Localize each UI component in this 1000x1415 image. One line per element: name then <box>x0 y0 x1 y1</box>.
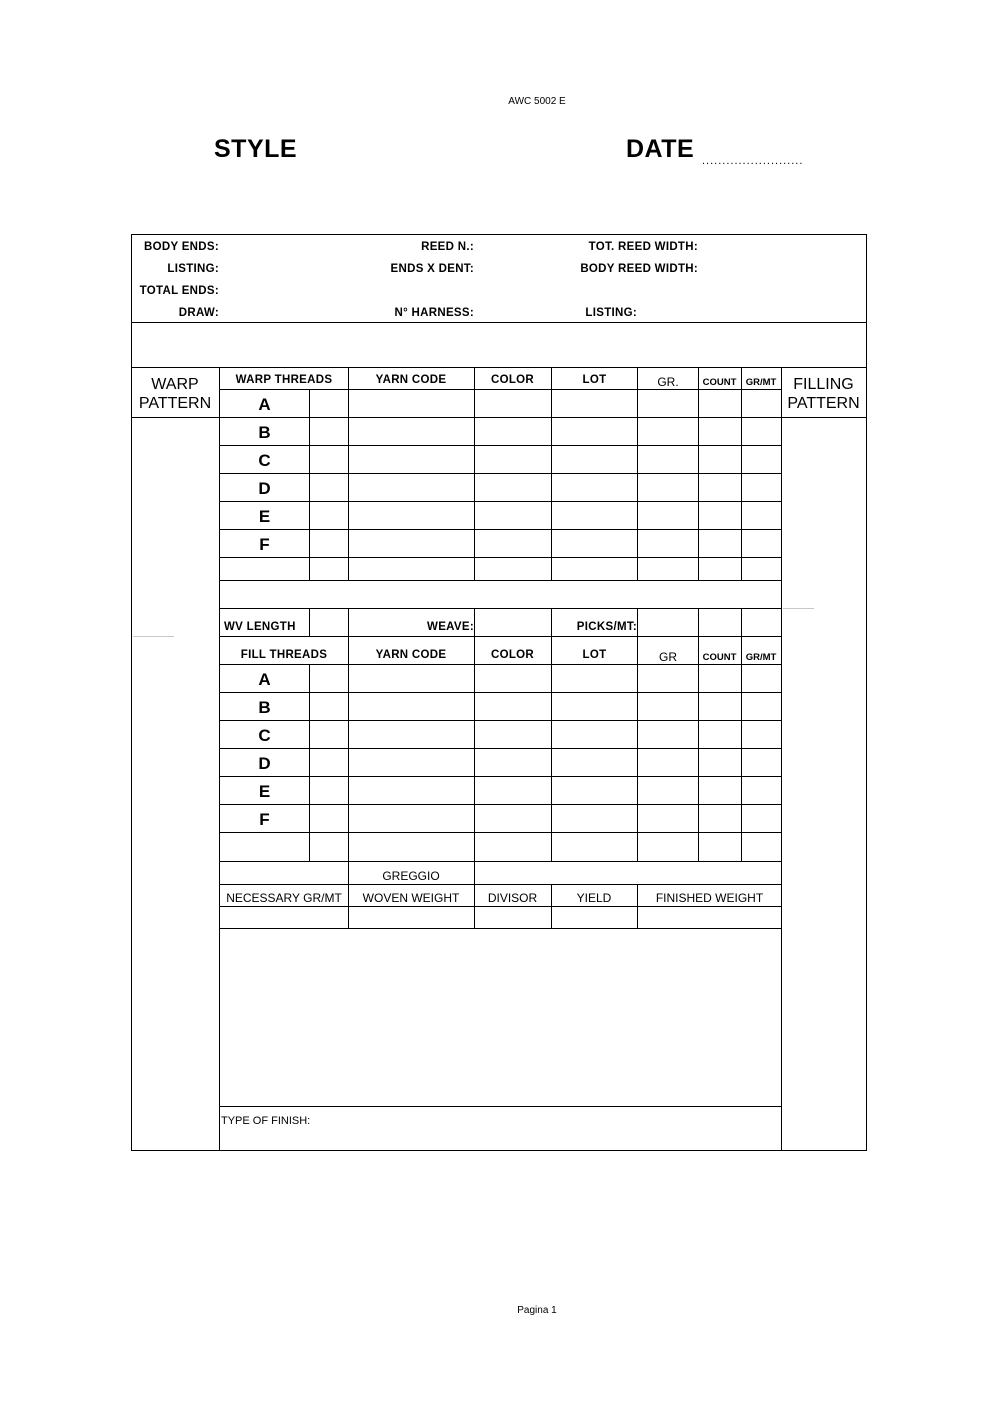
warp-color-header: COLOR <box>490 374 535 386</box>
divider <box>781 417 866 418</box>
total-ends-label: TOTAL ENDS: <box>139 285 219 297</box>
warp-row-e: E <box>258 507 271 526</box>
listing-label: LISTING: <box>167 263 219 275</box>
divider <box>131 322 866 323</box>
grid-line <box>309 389 310 580</box>
style-title: STYLE <box>214 135 298 163</box>
grid-line <box>637 608 638 636</box>
grid-line <box>219 580 782 581</box>
greggio-label: GREGGIO <box>382 869 440 883</box>
grid-line <box>219 861 782 862</box>
page-number: Pagina 1 <box>517 1305 557 1316</box>
guide-line <box>133 636 174 637</box>
filling-pattern-border <box>781 367 782 1150</box>
grid-line <box>551 636 552 861</box>
grid-line <box>637 636 638 861</box>
date-field[interactable]: ......................... <box>702 155 804 167</box>
warp-count-header: COUNT <box>702 377 737 388</box>
grid-line <box>637 367 638 580</box>
warp-gr-header: GR. <box>657 375 679 389</box>
grid-line <box>219 928 782 929</box>
grid-line <box>741 636 742 861</box>
fill-lot-header: LOT <box>582 649 607 661</box>
form-code: AWC 5002 E <box>508 96 566 107</box>
fill-gr-header: GR <box>659 650 677 664</box>
grid-line <box>348 608 349 636</box>
fill-gr-mt-header: GR/MT <box>745 652 777 663</box>
woven-weight-label: WOVEN WEIGHT <box>362 891 460 905</box>
divisor-label: DIVISOR <box>487 891 538 905</box>
filling-pattern-label: FILLING PATTERN <box>787 376 860 412</box>
fill-row-e: E <box>258 782 271 801</box>
listing-right-label: LISTING: <box>585 307 637 319</box>
fill-count-header: COUNT <box>702 652 737 663</box>
warp-yarn-code-header: YARN CODE <box>375 374 447 386</box>
body-ends-label: BODY ENDS: <box>144 241 219 253</box>
yield-label: YIELD <box>576 891 612 905</box>
grid-line <box>348 636 349 861</box>
ends-x-dent-label: ENDS X DENT: <box>390 263 474 275</box>
divider <box>131 367 866 368</box>
fill-threads-header: FILL THREADS <box>240 649 328 661</box>
warp-row-b: B <box>258 423 271 442</box>
grid-line <box>551 367 552 580</box>
necessary-gr-mt-label: NECESSARY GR/MT <box>226 891 342 905</box>
grid-line <box>474 636 475 861</box>
fill-row-a: A <box>258 670 271 689</box>
grid-line <box>219 1106 782 1107</box>
grid-line <box>698 636 699 861</box>
fill-row-b: B <box>258 698 271 717</box>
warp-gr-mt-header: GR/MT <box>745 377 777 388</box>
warp-row-d: D <box>258 479 271 498</box>
warp-row-a: A <box>258 395 271 414</box>
n-harness-label: N° HARNESS: <box>394 307 474 319</box>
grid-line <box>309 664 310 861</box>
guide-line <box>783 608 814 609</box>
warp-pattern-label: WARP PATTERN <box>138 376 212 412</box>
tot-reed-width-label: TOT. REED WIDTH: <box>588 241 698 253</box>
grid-line <box>698 608 699 636</box>
fill-yarn-code-header: YARN CODE <box>375 649 447 661</box>
grid-line <box>219 884 782 885</box>
grid-line <box>474 367 475 580</box>
grid-line <box>474 608 475 636</box>
grid-line <box>219 906 782 907</box>
weave-label: WEAVE: <box>427 621 474 633</box>
date-title: DATE <box>626 135 695 163</box>
fill-row-d: D <box>258 754 271 773</box>
grid-line <box>741 367 742 580</box>
warp-threads-header: WARP THREADS <box>235 374 333 386</box>
warp-row-c: C <box>258 451 271 470</box>
fill-color-header: COLOR <box>490 649 535 661</box>
body-reed-width-label: BODY REED WIDTH: <box>580 263 698 275</box>
draw-label: DRAW: <box>178 307 219 319</box>
wv-length-label: WV LENGTH <box>224 621 296 633</box>
grid-line <box>348 367 349 580</box>
warp-row-f: F <box>259 535 270 554</box>
type-of-finish-label: TYPE OF FINISH: <box>221 1115 311 1127</box>
picks-mt-label: PICKS/MT: <box>576 621 637 633</box>
fill-row-c: C <box>258 726 271 745</box>
fill-row-f: F <box>259 810 270 829</box>
reed-n-label: REED N.: <box>421 241 474 253</box>
grid-line <box>309 608 310 636</box>
warp-lot-header: LOT <box>582 374 607 386</box>
grid-line <box>698 367 699 580</box>
finished-weight-label: FINISHED WEIGHT <box>655 891 764 905</box>
divider <box>131 417 220 418</box>
grid-line <box>741 608 742 636</box>
